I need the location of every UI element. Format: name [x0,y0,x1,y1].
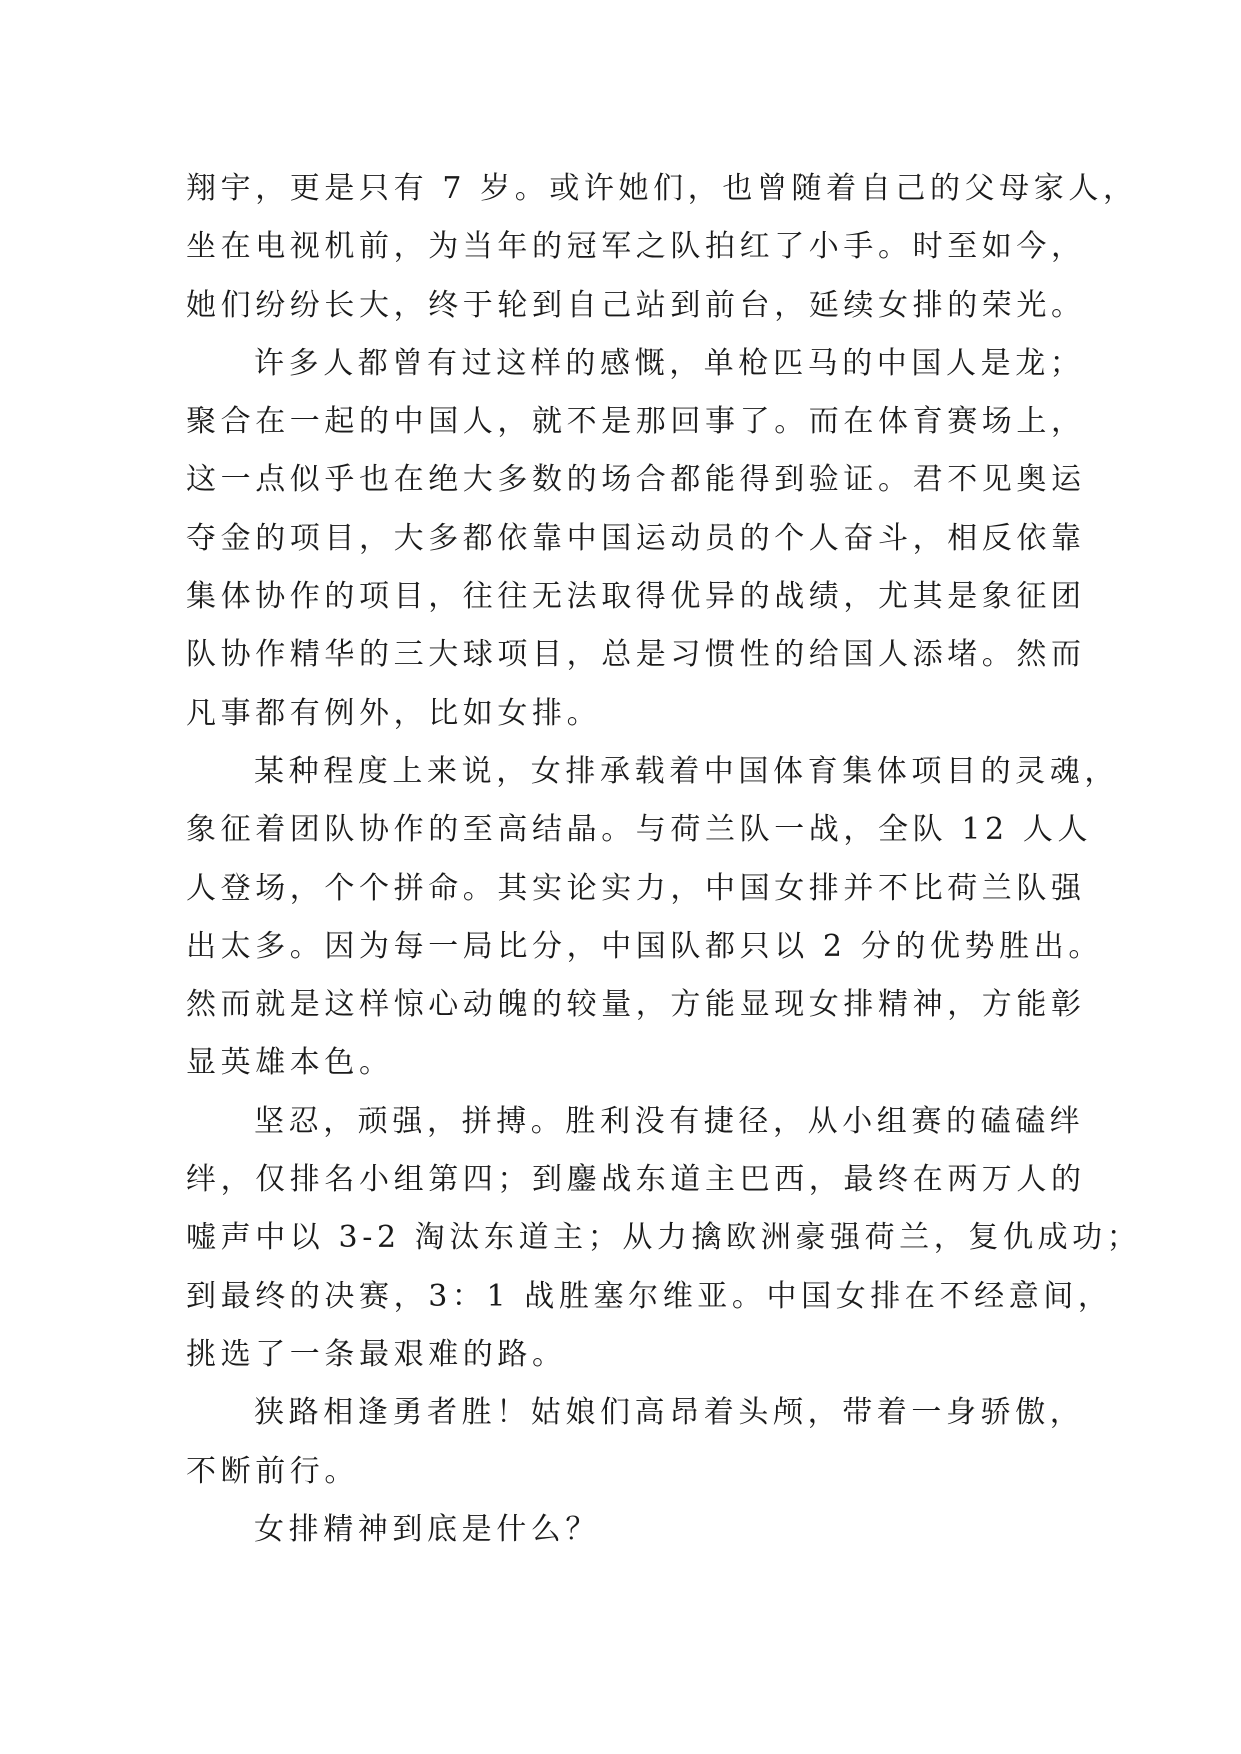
text-line: 翔宇，更是只有 7 岁。或许她们，也曾随着自己的父母家人， [186,171,1138,206]
text-line: 这一点似乎也在绝大多数的场合都能得到验证。君不见奥运 [186,462,1086,498]
paragraph-first-line: 某种程度上来说，女排承载着中国体育集体项目的灵魂， [254,753,1119,789]
paragraph-first-line: 许多人都曾有过这样的感慨，单枪匹马的中国人是龙； [254,345,1085,381]
text-line: 然而就是这样惊心动魄的较量，方能显现女排精神，方能彰 [186,987,1086,1023]
document-body [186,160,1142,1559]
paragraph-first-line: 坚忍，顽强，拼搏。胜利没有捷径，从小组赛的磕磕绊 [254,1103,1085,1139]
text-line: 象征着团队协作的至高结晶。与荷兰队一战，全队 12 人人 [186,812,1093,848]
text-line: 挑选了一条最艰难的路。 [186,1336,567,1372]
text-line: 到最终的决赛，3：1 战胜塞尔维亚。中国女排在不经意间， [186,1278,1113,1314]
text-line: 人登场，个个拼命。其实论实力，中国女排并不比荷兰队强 [186,870,1086,906]
text-line: 她们纷纷长大，终于轮到自己站到前台，延续女排的荣光。 [186,287,1086,323]
text-line: 嘘声中以 3-2 淘汰东道主；从力擒欧洲豪强荷兰，复仇成功； [186,1220,1142,1256]
text-line: 坐在电视机前，为当年的冠军之队拍红了小手。时至如今， [186,229,1086,265]
text-line: 集体协作的项目，往往无法取得优异的战绩，尤其是象征团 [186,579,1086,615]
text-line: 不断前行。 [186,1453,359,1489]
text-line: 绊，仅排名小组第四；到鏖战东道主巴西，最终在两万人的 [186,1162,1086,1198]
text-line: 出太多。因为每一局比分，中国队都只以 2 分的优势胜出。 [186,928,1103,964]
text-line: 队协作精华的三大球项目，总是习惯性的给国人添堵。然而 [186,637,1086,673]
paragraph-first-line: 女排精神到底是什么？ [254,1511,600,1547]
text-line: 聚合在一起的中国人，就不是那回事了。而在体育赛场上， [186,404,1086,440]
paragraph-first-line: 狭路相逢勇者胜！姑娘们高昂着头颅，带着一身骄傲， [254,1395,1085,1431]
text-line: 凡事都有例外，比如女排。 [186,695,602,731]
text-line: 夺金的项目，大多都依靠中国运动员的个人奋斗，相反依靠 [186,520,1086,556]
text-line: 显英雄本色。 [186,1045,394,1081]
